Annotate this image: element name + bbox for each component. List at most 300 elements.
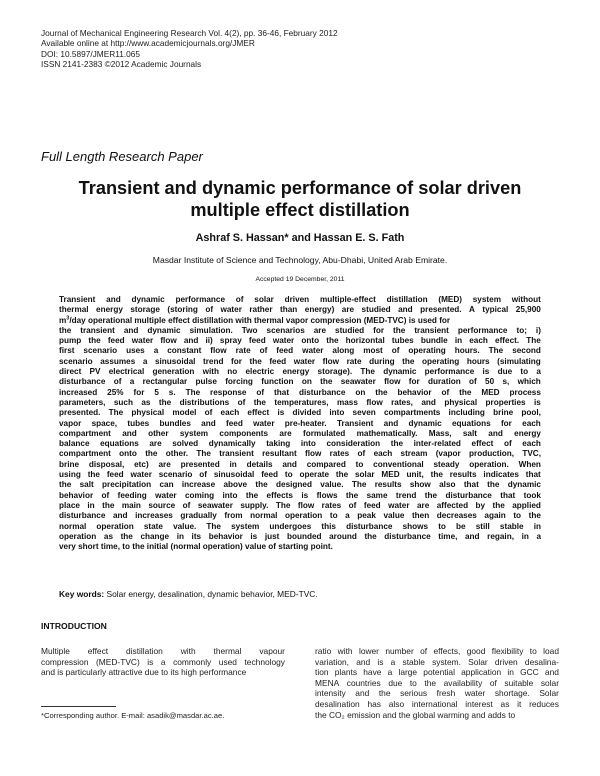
word: pool,: [521, 408, 541, 418]
word: solved: [172, 439, 199, 449]
body-line: [315, 657, 559, 668]
word: the: [430, 470, 443, 480]
word: feed: [261, 470, 279, 480]
word: no: [227, 367, 238, 377]
abstract-line: [59, 522, 541, 532]
word: transient: [80, 325, 115, 335]
word: The: [275, 500, 291, 510]
word: a: [345, 511, 350, 521]
word: the: [145, 449, 158, 459]
word: and: [201, 418, 216, 428]
word: shows: [402, 521, 429, 531]
word: that: [274, 387, 290, 397]
word: TVC,: [522, 449, 541, 459]
word: affected: [436, 500, 469, 510]
word: scenario: [158, 470, 193, 480]
word: operation: [284, 511, 323, 521]
word: distributions: [179, 397, 230, 407]
abstract-unit: m: [59, 315, 67, 325]
word: then: [411, 511, 430, 521]
word: vapour: [259, 646, 285, 656]
word: pre-heater.: [284, 418, 327, 428]
word: fresh: [436, 688, 456, 699]
word: good: [466, 646, 486, 656]
word: other.: [165, 449, 189, 459]
abstract-line: [59, 305, 541, 315]
word: dynamic: [408, 418, 442, 428]
abstract-line: [59, 542, 541, 552]
word: operation: [59, 531, 97, 541]
word: water: [130, 470, 152, 480]
word: system: [179, 428, 209, 438]
journal-header: [41, 28, 338, 69]
word: equations: [451, 418, 491, 428]
word: Two: [241, 325, 258, 335]
word: this: [321, 521, 336, 531]
word: constant: [167, 346, 202, 356]
word: that: [525, 470, 541, 480]
word: multiple-effect: [319, 295, 376, 304]
abstract-line: [59, 388, 541, 398]
word: physical: [444, 397, 478, 407]
word: number: [385, 646, 414, 656]
word: are: [279, 428, 292, 438]
word: stable: [499, 521, 524, 531]
word: water: [464, 688, 486, 699]
word: to: [438, 521, 446, 531]
word: normal: [59, 521, 87, 531]
word: increases: [135, 511, 173, 521]
word: a: [129, 377, 135, 387]
word: salt: [79, 480, 94, 490]
word: steady: [433, 459, 460, 469]
word: water: [302, 346, 324, 356]
word: the: [528, 511, 541, 521]
body-text: and is particularly attractive due to its high performance: [41, 667, 247, 678]
body-line: [41, 667, 285, 678]
word: with: [202, 367, 219, 377]
word: source: [148, 500, 176, 510]
word: unit,: [406, 470, 424, 480]
word: brine: [493, 408, 514, 418]
word: desalina-: [524, 656, 559, 667]
word: for: [133, 387, 145, 397]
word: tion: [315, 667, 329, 678]
word: first: [59, 346, 75, 356]
word: distillation: [126, 646, 163, 656]
word: the: [320, 377, 333, 387]
word: as: [103, 531, 113, 541]
body-line: [315, 699, 559, 710]
word: Multiple: [41, 646, 70, 656]
word: feed: [107, 336, 125, 346]
word: commonly: [173, 656, 212, 667]
paper-title: [30, 177, 570, 221]
word: the: [393, 325, 406, 335]
word: salt: [462, 428, 477, 438]
word: precipitation: [102, 480, 152, 490]
word: countries: [346, 677, 381, 688]
keywords-label: Key words:: [59, 589, 105, 599]
word: is: [301, 490, 309, 500]
word: rectangular: [142, 377, 188, 387]
word: spray: [219, 336, 242, 346]
word: space,: [91, 418, 118, 428]
word: rate: [346, 356, 362, 366]
word: process: [509, 387, 541, 397]
word: is: [277, 408, 285, 418]
abstract-line: [59, 346, 541, 356]
word: indicates: [483, 470, 519, 480]
word: hours: [466, 356, 490, 366]
word: disturbance: [59, 511, 106, 521]
word: for: [408, 377, 420, 387]
word: Transient: [336, 418, 374, 428]
word: on: [301, 377, 312, 387]
word: behavior: [59, 490, 94, 500]
word: into: [222, 490, 238, 500]
word: operating: [408, 346, 446, 356]
word: seawater: [197, 500, 233, 510]
word: model: [172, 408, 197, 418]
word: results: [374, 480, 402, 490]
word: driven: [494, 656, 518, 667]
word: the: [390, 439, 404, 449]
word: along: [332, 346, 355, 356]
word: the: [492, 500, 505, 510]
word: by: [475, 500, 486, 510]
word: for: [373, 325, 385, 335]
word: a: [160, 656, 166, 667]
abstract-line: [59, 377, 541, 387]
body-line: [315, 710, 559, 721]
word: compartment: [59, 449, 111, 459]
word: (simulating: [497, 356, 541, 366]
word: which: [517, 377, 541, 387]
abstract-body: [59, 326, 541, 542]
word: increased: [59, 387, 98, 397]
word: in: [229, 459, 237, 469]
word: a: [536, 367, 541, 377]
word: 25,900: [515, 305, 541, 315]
footnote-rule: [41, 706, 116, 707]
abstract-line: [59, 439, 541, 449]
word: and: [112, 511, 128, 521]
word: s.: [168, 387, 176, 397]
word: tubes: [391, 336, 414, 346]
word: The: [206, 521, 221, 531]
body-line: [315, 667, 559, 678]
word: the: [255, 480, 268, 490]
word: balance: [59, 439, 90, 449]
word: dynamic: [507, 480, 541, 490]
word: inter-related: [413, 439, 461, 449]
word: s,: [502, 377, 510, 387]
word: response: [210, 387, 247, 397]
word: disturbance: [298, 387, 346, 397]
word: is: [147, 656, 154, 667]
word: the: [253, 397, 266, 407]
word: (vapor: [435, 449, 461, 459]
word: a: [153, 346, 159, 356]
word: The: [196, 449, 211, 459]
word: serious: [400, 688, 428, 699]
word: When: [518, 459, 541, 469]
word: took: [523, 490, 541, 500]
introduction-right-column: [315, 646, 559, 720]
word: operating: [421, 356, 460, 366]
word: the: [364, 531, 377, 541]
word: Solar: [468, 656, 488, 667]
word: divided: [292, 408, 322, 418]
word: performance: [424, 367, 475, 377]
word: coming: [184, 490, 215, 500]
word: feed: [248, 336, 266, 346]
word: value.: [320, 480, 344, 490]
word: trend: [395, 490, 417, 500]
word: and: [355, 688, 370, 699]
word: also: [439, 480, 456, 490]
word: dynamic: [131, 295, 165, 304]
word: seawater: [340, 377, 376, 387]
word: still: [475, 521, 490, 531]
word: second: [512, 346, 541, 356]
word: of: [237, 397, 246, 407]
word: including: [448, 408, 485, 418]
word: its: [191, 531, 202, 541]
word: energy: [514, 428, 541, 438]
word: presented.: [420, 305, 462, 315]
word: to;: [516, 325, 527, 335]
word: the: [249, 356, 262, 366]
word: feed: [363, 500, 381, 510]
word: resultant: [262, 449, 297, 459]
word: generation: [152, 367, 195, 377]
word: effect.: [495, 336, 520, 346]
abstract-line: [59, 491, 541, 501]
word: mass: [336, 397, 358, 407]
journal-url: Available online at http://www.academicjournals.org/JMER: [41, 38, 255, 49]
word: driven: [284, 295, 310, 304]
word: uses: [126, 346, 145, 356]
word: and: [183, 336, 199, 346]
word: and: [544, 667, 559, 678]
affiliation: Masdar Institute of Science and Technology, Abu-Dhabi, United Arab Emirate.: [152, 255, 448, 265]
word: compression: [41, 656, 89, 667]
word: mathematically.: [356, 428, 418, 438]
word: of: [235, 295, 244, 304]
word: scenario: [59, 356, 93, 366]
word: to: [284, 470, 293, 480]
word: decreases: [436, 511, 477, 521]
word: the: [245, 490, 259, 500]
word: the: [424, 490, 438, 500]
word: system: [231, 521, 260, 531]
word: as: [141, 397, 151, 407]
word: function: [261, 377, 294, 387]
word: disposal,: [88, 459, 125, 469]
word: variation,: [315, 656, 349, 667]
introduction-heading: INTRODUCTION: [41, 621, 107, 631]
journal-doi: DOI: 10.5897/JMER11.065: [41, 48, 141, 59]
word: are: [416, 500, 430, 510]
word: a: [536, 531, 541, 541]
word: feed: [276, 346, 294, 356]
word: water: [388, 500, 410, 510]
word: The: [185, 387, 201, 397]
word: transient: [414, 325, 449, 335]
word: trend: [203, 356, 224, 366]
word: the: [424, 677, 437, 688]
word: just: [264, 531, 280, 541]
word: solar: [254, 295, 274, 304]
abstract-line: [59, 449, 541, 459]
word: state: [143, 521, 163, 531]
word: of: [205, 305, 214, 315]
word: etc): [134, 459, 149, 469]
word: lower: [358, 646, 379, 656]
word: onto: [301, 336, 320, 346]
word: operation.: [469, 459, 509, 469]
word: ii): [205, 336, 213, 346]
word: The: [351, 480, 367, 490]
word: desalination: [315, 698, 360, 709]
word: of: [204, 408, 213, 418]
word: transient: [219, 449, 254, 459]
word: thermal: [213, 646, 242, 656]
word: with: [180, 646, 196, 656]
word: plants: [334, 667, 358, 678]
word: properties: [485, 397, 526, 407]
word: MED: [381, 470, 400, 480]
word: load: [543, 646, 559, 656]
word: in: [454, 336, 463, 346]
word: around: [329, 531, 357, 541]
word: of: [256, 387, 265, 397]
word: MED: [481, 387, 500, 397]
word: time,: [438, 531, 458, 541]
word: rate: [235, 346, 251, 356]
word: application: [461, 667, 502, 678]
word: of: [503, 439, 512, 449]
word: behavior: [397, 387, 432, 397]
word: Transient: [59, 295, 96, 304]
word: reduces: [529, 698, 559, 709]
word: in: [176, 531, 184, 541]
word: consideration: [326, 439, 381, 449]
abstract-text-rest: /day operational multiple effect distillation with thermal vapor compression (MED-TVC) is used for: [69, 315, 451, 325]
word: of: [469, 377, 477, 387]
word: components: [219, 428, 269, 438]
word: pump: [59, 336, 82, 346]
word: the: [402, 356, 415, 366]
word: energy: [96, 305, 123, 315]
accepted-date: Accepted 19 December, 2011: [255, 276, 345, 283]
word: operation: [96, 521, 134, 531]
keywords-text: Solar energy, desalination, dynamic behavior, MED-TVC.: [104, 589, 318, 599]
word: due: [497, 367, 513, 377]
word: large: [398, 667, 418, 678]
word: rates: [329, 449, 350, 459]
word: behavior: [208, 531, 243, 541]
word: flow: [384, 377, 401, 387]
word: place: [59, 500, 80, 510]
word: seven: [352, 408, 376, 418]
word: normal: [250, 511, 278, 521]
body-line: [315, 678, 559, 689]
word: flow: [366, 397, 383, 407]
abstract-line: [59, 367, 541, 377]
abstract-line: [59, 336, 541, 346]
word: water: [293, 356, 316, 366]
word: flow: [210, 346, 227, 356]
word: disturbance: [59, 377, 106, 387]
word: electric: [245, 367, 275, 377]
abstract-line: [59, 316, 541, 326]
word: (MED): [438, 295, 462, 304]
word: in: [521, 531, 529, 541]
word: effect: [87, 646, 109, 656]
word: potential: [423, 667, 455, 678]
word: and: [282, 459, 297, 469]
word: gradually: [180, 511, 217, 521]
word: have: [363, 667, 382, 678]
word: production,: [469, 449, 515, 459]
word: dynamically: [208, 439, 256, 449]
word: again: [484, 511, 506, 521]
word: show: [409, 480, 431, 490]
word: main: [121, 500, 141, 510]
word: 25%: [107, 387, 124, 397]
abstract-line: [59, 326, 541, 336]
word: stream: [400, 449, 428, 459]
abstract-line: [59, 480, 541, 490]
word: a: [142, 356, 148, 366]
word: 50: [485, 377, 495, 387]
word: such: [113, 397, 133, 407]
word: to: [409, 677, 417, 688]
word: effect: [471, 439, 494, 449]
word: GCC: [520, 667, 539, 678]
word: solar: [540, 677, 559, 688]
word: each: [522, 418, 541, 428]
word: used: [218, 656, 237, 667]
word: direct: [59, 367, 82, 377]
word: results: [449, 470, 477, 480]
word: thermal: [59, 305, 89, 315]
word: assumes: [100, 356, 136, 366]
word: and: [106, 295, 121, 304]
word: rather: [249, 305, 273, 315]
word: solar: [355, 470, 375, 480]
word: Mass,: [428, 428, 452, 438]
word: feeding: [117, 490, 147, 500]
word: physical: [131, 408, 165, 418]
word: the: [375, 387, 388, 397]
word: and: [122, 428, 137, 438]
word: bundle: [420, 336, 448, 346]
word: in: [87, 500, 95, 510]
word: interest: [465, 698, 493, 709]
word: regain,: [487, 531, 514, 541]
word: PV: [89, 367, 101, 377]
word: disturbance: [346, 521, 393, 531]
word: effect: [247, 408, 270, 418]
word: flow: [304, 449, 322, 459]
abstract-line: [59, 357, 541, 367]
word: MENA: [315, 677, 340, 688]
word: A: [469, 305, 475, 315]
